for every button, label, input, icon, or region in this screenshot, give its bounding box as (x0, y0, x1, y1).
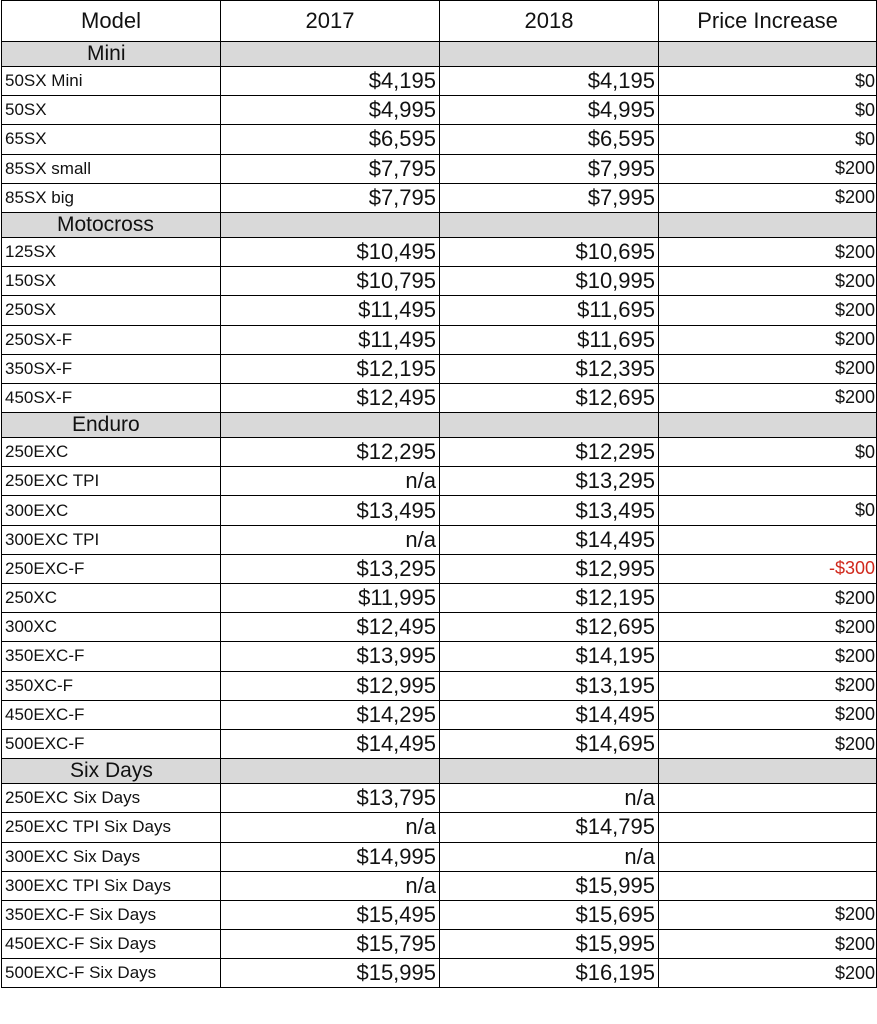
model-cell: 125SX (2, 237, 221, 266)
price-2018-cell: $11,695 (440, 325, 659, 354)
price-2018-cell: $14,195 (440, 642, 659, 671)
price-2017-cell: n/a (221, 871, 440, 900)
price-2017-cell: $14,295 (221, 700, 440, 729)
table-row (2, 354, 877, 383)
table-row (2, 237, 877, 266)
price-comparison-table (1, 0, 877, 988)
table-row (2, 467, 877, 496)
price-2017-cell: $14,995 (221, 842, 440, 871)
price-2017-cell: $15,795 (221, 930, 440, 959)
price-increase-cell: $200 (659, 325, 877, 354)
price-2017-cell: $13,995 (221, 642, 440, 671)
section-empty-cell (659, 212, 877, 237)
price-2018-cell: $14,495 (440, 700, 659, 729)
model-cell: 250SX-F (2, 325, 221, 354)
price-2017-cell: $11,495 (221, 325, 440, 354)
price-2018-cell: $14,795 (440, 813, 659, 842)
model-cell: 250EXC Six Days (2, 784, 221, 813)
section-empty-cell (659, 413, 877, 438)
header-row (2, 1, 877, 42)
price-2018-cell: $6,595 (440, 125, 659, 154)
price-2017-cell: $15,495 (221, 900, 440, 929)
model-cell: 250SX (2, 296, 221, 325)
price-increase-cell (659, 871, 877, 900)
price-2018-cell: $12,295 (440, 438, 659, 467)
section-empty-cell (440, 212, 659, 237)
model-cell: 250EXC TPI (2, 467, 221, 496)
section-row-mini (2, 42, 877, 67)
price-increase-cell: $200 (659, 729, 877, 758)
price-2017-cell: $13,295 (221, 554, 440, 583)
price-2017-cell: $11,495 (221, 296, 440, 325)
section-label-cell (2, 42, 221, 67)
table-row (2, 296, 877, 325)
header-2018: 2018 (440, 1, 659, 42)
price-2018-cell: $16,195 (440, 959, 659, 988)
table-row (2, 496, 877, 525)
table-row (2, 154, 877, 183)
model-cell: 450EXC-F (2, 700, 221, 729)
price-increase-cell (659, 813, 877, 842)
price-increase-cell: $200 (659, 613, 877, 642)
header-model: Model (2, 1, 221, 42)
price-2017-cell: n/a (221, 467, 440, 496)
price-2018-cell: n/a (440, 784, 659, 813)
price-increase-cell: $200 (659, 383, 877, 412)
section-empty-cell (221, 413, 440, 438)
section-empty-cell (221, 212, 440, 237)
section-empty-cell (440, 42, 659, 67)
price-increase-cell: $200 (659, 700, 877, 729)
section-empty-cell (221, 42, 440, 67)
price-2018-cell: $15,695 (440, 900, 659, 929)
section-empty-cell (659, 42, 877, 67)
price-increase-cell: -$300 (659, 554, 877, 583)
section-empty-cell (440, 759, 659, 784)
price-2017-cell: $13,495 (221, 496, 440, 525)
table-row (2, 584, 877, 613)
price-2018-cell: $10,695 (440, 237, 659, 266)
model-cell: 250EXC-F (2, 554, 221, 583)
price-2018-cell: $14,695 (440, 729, 659, 758)
table-row (2, 267, 877, 296)
section-title: Six Days (70, 759, 153, 783)
model-cell: 250EXC (2, 438, 221, 467)
model-cell: 65SX (2, 125, 221, 154)
table-row (2, 642, 877, 671)
price-increase-cell: $200 (659, 267, 877, 296)
price-2018-cell: $13,195 (440, 671, 659, 700)
price-increase-cell (659, 784, 877, 813)
model-cell: 500EXC-F Six Days (2, 959, 221, 988)
header-2017: 2017 (221, 1, 440, 42)
price-2018-cell: $7,995 (440, 183, 659, 212)
price-2018-cell: $12,395 (440, 354, 659, 383)
table-row (2, 671, 877, 700)
price-2017-cell: $7,795 (221, 183, 440, 212)
price-2017-cell: $12,295 (221, 438, 440, 467)
price-2017-cell: n/a (221, 525, 440, 554)
price-increase-cell: $0 (659, 96, 877, 125)
model-cell: 150SX (2, 267, 221, 296)
price-increase-cell: $200 (659, 959, 877, 988)
table-row (2, 67, 877, 96)
price-2018-cell: $12,995 (440, 554, 659, 583)
price-2018-cell: $14,495 (440, 525, 659, 554)
table-row (2, 959, 877, 988)
price-2017-cell: $14,495 (221, 729, 440, 758)
price-increase-cell: $200 (659, 154, 877, 183)
section-row-six-days (2, 759, 877, 784)
section-title: Enduro (72, 413, 140, 437)
model-cell: 350SX-F (2, 354, 221, 383)
section-title: Mini (87, 42, 126, 65)
price-2018-cell: $10,995 (440, 267, 659, 296)
section-empty-cell (659, 759, 877, 784)
table-row (2, 96, 877, 125)
model-cell: 300EXC TPI Six Days (2, 871, 221, 900)
table-header (2, 1, 877, 42)
table-row (2, 613, 877, 642)
price-2017-cell: $12,995 (221, 671, 440, 700)
price-increase-cell: $200 (659, 642, 877, 671)
price-2017-cell: $7,795 (221, 154, 440, 183)
section-row-motocross (2, 212, 877, 237)
section-empty-cell (221, 759, 440, 784)
table-row (2, 325, 877, 354)
model-cell: 500EXC-F (2, 729, 221, 758)
model-cell: 50SX (2, 96, 221, 125)
table-row (2, 813, 877, 842)
table-row (2, 784, 877, 813)
price-increase-cell: $0 (659, 67, 877, 96)
price-increase-cell (659, 525, 877, 554)
price-increase-cell: $0 (659, 125, 877, 154)
model-cell: 250XC (2, 584, 221, 613)
price-2017-cell: $11,995 (221, 584, 440, 613)
model-cell: 450EXC-F Six Days (2, 930, 221, 959)
table-row (2, 438, 877, 467)
section-label-cell (2, 212, 221, 237)
price-2017-cell: n/a (221, 813, 440, 842)
model-cell: 300XC (2, 613, 221, 642)
price-2017-cell: $10,495 (221, 237, 440, 266)
price-increase-cell (659, 842, 877, 871)
price-increase-cell: $200 (659, 183, 877, 212)
price-2018-cell: $15,995 (440, 871, 659, 900)
table-row (2, 383, 877, 412)
section-label-cell (2, 413, 221, 438)
price-increase-cell: $200 (659, 900, 877, 929)
price-increase-cell (659, 467, 877, 496)
price-2018-cell: $11,695 (440, 296, 659, 325)
price-increase-cell: $200 (659, 930, 877, 959)
price-2017-cell: $6,595 (221, 125, 440, 154)
price-2018-cell: $4,195 (440, 67, 659, 96)
section-title: Motocross (57, 212, 154, 236)
price-increase-cell: $0 (659, 438, 877, 467)
table-body (2, 42, 877, 988)
table-row (2, 871, 877, 900)
price-2018-cell: $4,995 (440, 96, 659, 125)
section-row-enduro (2, 413, 877, 438)
model-cell: 50SX Mini (2, 67, 221, 96)
table-row (2, 183, 877, 212)
price-2017-cell: $12,195 (221, 354, 440, 383)
section-empty-cell (440, 413, 659, 438)
price-increase-cell: $200 (659, 584, 877, 613)
price-2017-cell: $12,495 (221, 383, 440, 412)
price-2017-cell: $15,995 (221, 959, 440, 988)
model-cell: 300EXC (2, 496, 221, 525)
price-increase-cell: $200 (659, 671, 877, 700)
price-increase-cell: $200 (659, 296, 877, 325)
model-cell: 300EXC Six Days (2, 842, 221, 871)
price-2017-cell: $4,995 (221, 96, 440, 125)
model-cell: 85SX big (2, 183, 221, 212)
section-label-cell (2, 759, 221, 784)
price-2017-cell: $13,795 (221, 784, 440, 813)
table-row (2, 525, 877, 554)
price-2018-cell: $12,695 (440, 383, 659, 412)
price-increase-cell: $200 (659, 237, 877, 266)
model-cell: 450SX-F (2, 383, 221, 412)
model-cell: 250EXC TPI Six Days (2, 813, 221, 842)
price-2018-cell: $7,995 (440, 154, 659, 183)
header-price-increase: Price Increase (659, 1, 877, 42)
table-row (2, 930, 877, 959)
price-2018-cell: $12,695 (440, 613, 659, 642)
model-cell: 300EXC TPI (2, 525, 221, 554)
table-row (2, 842, 877, 871)
table-row (2, 125, 877, 154)
price-2018-cell: $13,295 (440, 467, 659, 496)
model-cell: 350XC-F (2, 671, 221, 700)
table-row (2, 700, 877, 729)
model-cell: 85SX small (2, 154, 221, 183)
price-2018-cell: n/a (440, 842, 659, 871)
model-cell: 350EXC-F (2, 642, 221, 671)
price-2018-cell: $12,195 (440, 584, 659, 613)
price-2018-cell: $15,995 (440, 930, 659, 959)
price-increase-cell: $0 (659, 496, 877, 525)
price-2017-cell: $4,195 (221, 67, 440, 96)
table-row (2, 554, 877, 583)
price-2017-cell: $10,795 (221, 267, 440, 296)
price-increase-cell: $200 (659, 354, 877, 383)
price-2018-cell: $13,495 (440, 496, 659, 525)
model-cell: 350EXC-F Six Days (2, 900, 221, 929)
table-row (2, 729, 877, 758)
table-row (2, 900, 877, 929)
price-2017-cell: $12,495 (221, 613, 440, 642)
